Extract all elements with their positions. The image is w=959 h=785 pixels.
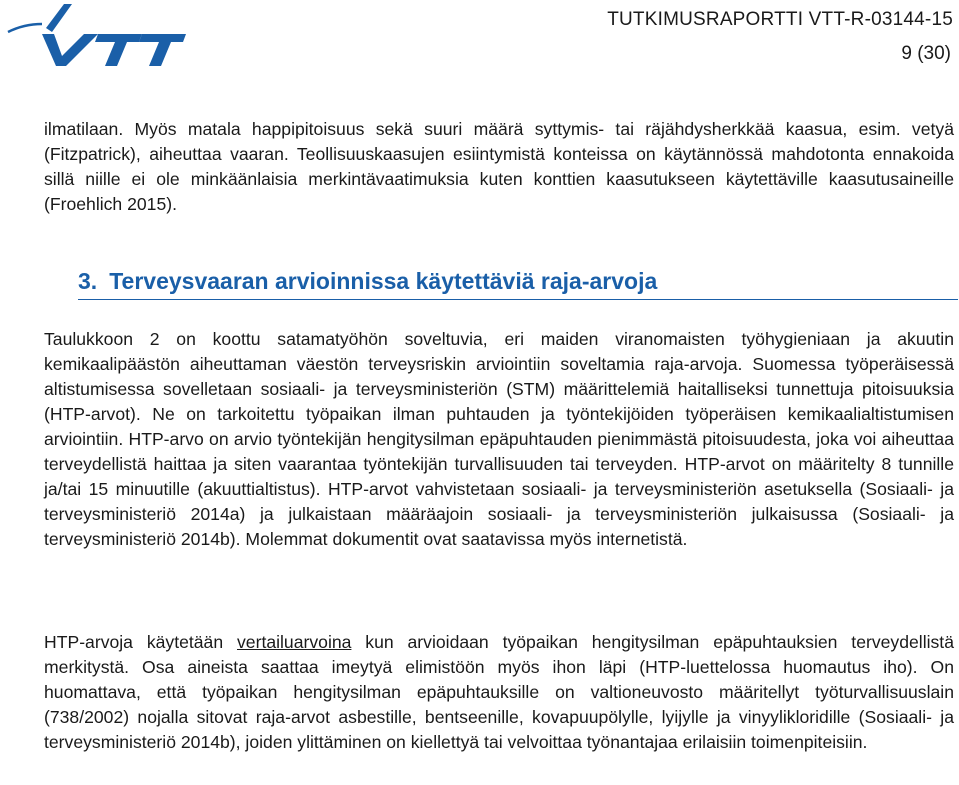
section-heading <box>78 268 958 295</box>
page-number: 9 (30) <box>901 43 951 64</box>
report-id: TUTKIMUSRAPORTTI VTT-R-03144-15 <box>607 9 953 30</box>
paragraph-htp-usage <box>44 630 954 755</box>
paragraph-htp-definition: Taulukkoon 2 on koottu satamatyöhön soveltuvia, eri maiden viranomaisten työhygieniaan ja akuutin kemikaalipäästön aiheuttaman väestön terveysriskin arviointiin soveltamia raja-arvoja. Suomessa työperäisessä altistumisessa sovelletaan sosiaali- ja terveysministeriön (STM) määrittelemiä haitalliseksi tunnettuja pitoisuuksia (HTP-arvot). Ne on tarkoitettu työpaikan ilman puhtauden ja työntekijöiden työperäisen kemikaalialtistumisen arviointiin. HTP-arvo on arvio työntekijän hengitysilman epäpuhtauden pienimmästä pitoisuudesta, joka voi aiheuttaa terveydellistä haittaa ja siten vaarantaa työntekijän turvallisuuden tai terveyden. HTP-arvot on määritelty 8 tunnille ja/tai 15 minuutille (akuuttialtistus). HTP-arvot vahvistetaan sosiaali- ja terveysministeriön asetuksella (Sosiaali- ja terveysministeriö 2014a) ja julkaistaan määräajoin sosiaali- ja terveysministeriön julkaisussa (Sosiaali- ja terveysministeriö 2014b). Molemmat dokumentit ovat saatavissa myös internetistä. <box>44 329 954 549</box>
underlined-term: vertailuarvoina <box>237 632 352 652</box>
paragraph-text-end: kun arvioidaan työpaikan hengitysilman epäpuhtauksien terveydellistä merkitystä. Osa aineista saattaa imeytyä elimistöön myös ihon läpi (HTP-luettelossa huomautus iho). On huomattava, että työpaikan hengitysilman epäpuhtauksille on valtioneuvosto määritellyt työturvallisuuslain (738/2002) nojalla sitovat raja-arvot asbestille, bentseenille, kovapuupölylle, lyijylle ja vinyylikloridille (Sosiaali- ja terveysministeriö 2014b), joiden ylittäminen on kiellettyä tai velvoittaa työnantajaa erilaisiin toimenpiteisiin. <box>44 632 954 752</box>
paragraph-text-start: HTP-arvoja käytetään <box>44 632 237 652</box>
section-title: Terveysvaaran arvioinnissa käytettäviä raja-arvoja <box>109 268 658 294</box>
intro-paragraph: ilmatilaan. Myös matala happipitoisuus sekä suuri määrä syttymis- tai räjähdysherkkää kaasua, esim. vetyä (Fitzpatrick), aiheuttaa vaaran. Teollisuuskaasujen esiintymistä konteissa on käytännössä mahdotonta ennakoida sillä niille ei ole minkäänlaisia merkintävaatimuksia kuten konttien kaasutukseen käytettäville kaasutusaineille (Froehlich 2015). <box>44 119 954 214</box>
heading-divider <box>78 299 958 300</box>
vtt-logo <box>6 2 188 68</box>
section-number: 3. <box>78 268 98 294</box>
